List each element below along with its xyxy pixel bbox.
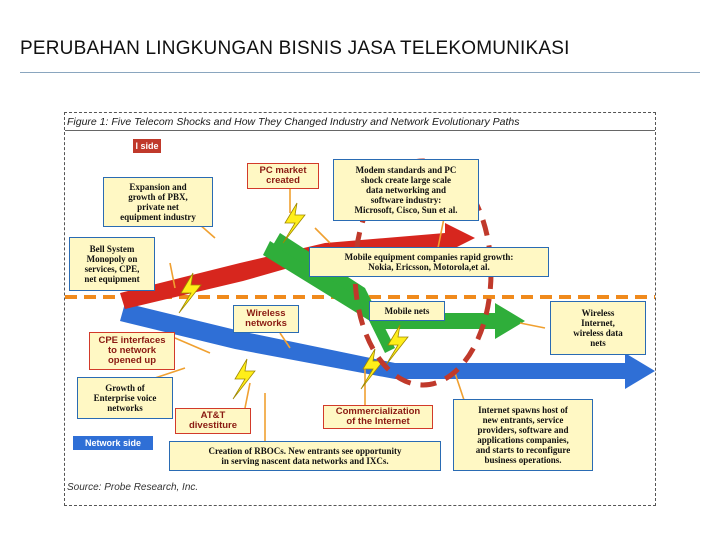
box-modem-standards: Modem standards and PC shock create large scale data networking and software industry: Microsoft, Cisco, Sun et al. [333, 159, 479, 221]
box-pc-market: PC market created [247, 163, 319, 189]
figure-title: Figure 1: Five Telecom Shocks and How They Changed Industry and Network Evolutionary Paths [67, 116, 520, 128]
lightning-bolt-pc [283, 203, 305, 243]
user-side-tag: l side [133, 139, 161, 153]
box-cpe-interfaces: CPE interfaces to network opened up [89, 332, 175, 370]
box-mobile-nets: Mobile nets [369, 301, 445, 321]
network-side-tag: Network side [73, 436, 153, 450]
box-expansion-pbx: Expansion and growth of PBX, private net equipment industry [103, 177, 213, 227]
box-mobile-equipment: Mobile equipment companies rapid growth: Nokia, Ericsson, Motorola,et al. [309, 247, 549, 277]
slide-title: PERUBAHAN LINGKUNGAN BISNIS JASA TELEKOMUNIKASI [20, 38, 570, 59]
title-divider [20, 72, 700, 73]
box-commercialization: Commercialization of the Internet [323, 405, 433, 429]
box-internet-spawns: Internet spawns host of new entrants, service providers, software and applications companies, and starts to reconfigure business operations. [453, 399, 593, 471]
box-growth-enterprise: Growth of Enterprise voice networks [77, 377, 173, 419]
box-bell-system: Bell System Monopoly on services, CPE, net equipment [69, 237, 155, 291]
box-att-divestiture: AT&T divestiture [175, 408, 251, 434]
figure-panel [64, 112, 656, 506]
box-creation-rbocs: Creation of RBOCs. New entrants see opportunity in serving nascent data networks and IXCs. [169, 441, 441, 471]
box-wireless-networks: Wireless networks [233, 305, 299, 333]
lightning-bolt-wireless [386, 325, 408, 365]
figure-source: Source: Probe Research, Inc. [67, 482, 199, 493]
lightning-bolt-att [233, 359, 255, 399]
box-wireless-internet: Wireless Internet, wireless data nets [550, 301, 646, 355]
